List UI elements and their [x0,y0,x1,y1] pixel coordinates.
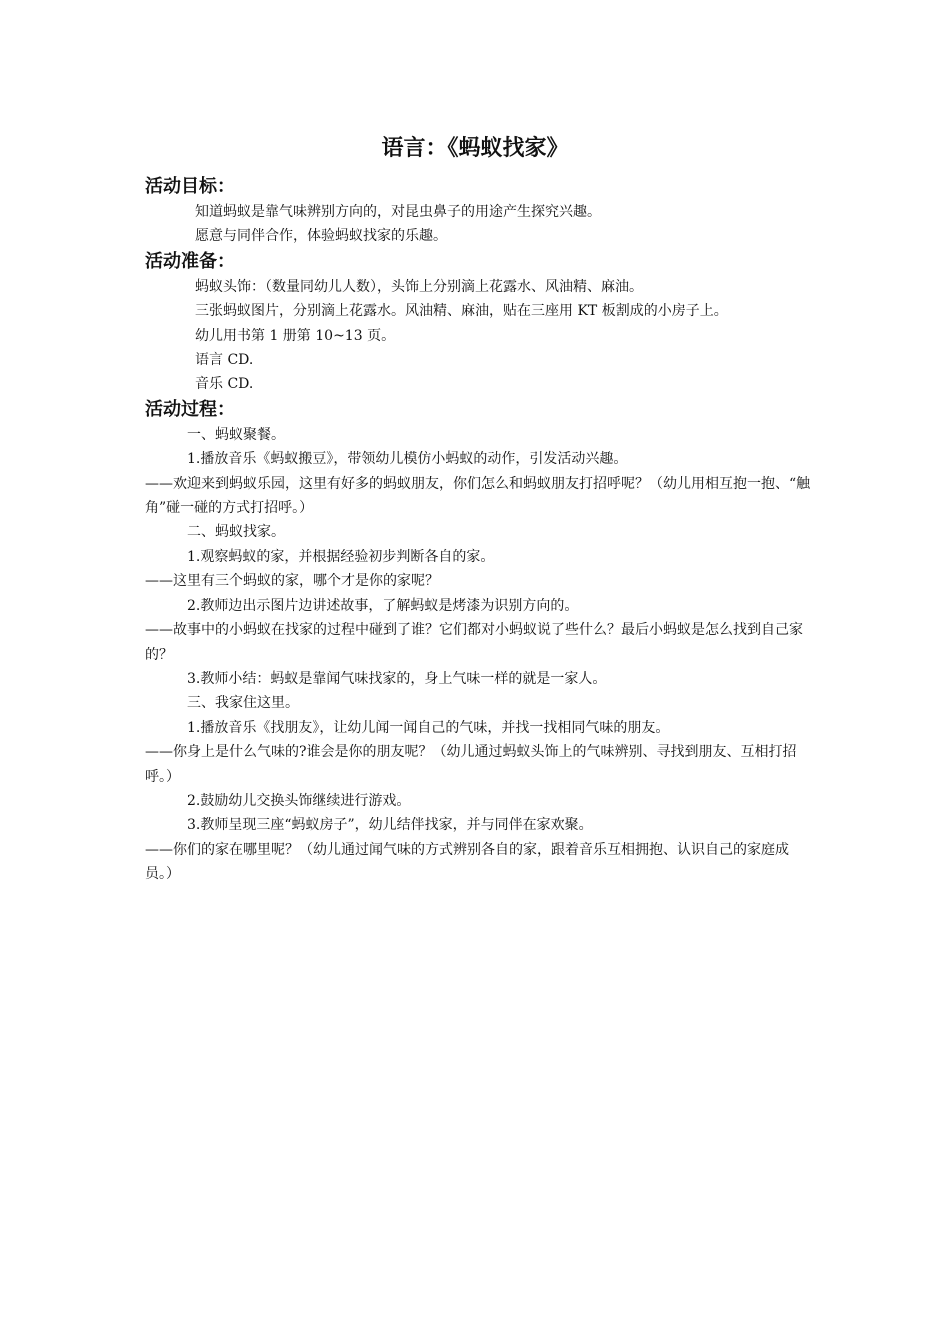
process-step: 3.教师小结：蚂蚁是靠闻气味找家的，身上气味一样的就是一家人。 [187,670,607,687]
process-step: 2.教师边出示图片边讲述故事，了解蚂蚁是烤漆为识别方向的。 [187,597,579,614]
document-body [145,174,813,887]
section-heading-preparation: 活动准备： [145,250,235,272]
process-step-heading: 一、蚂蚁聚餐。 [187,426,285,443]
process-step: 1.播放音乐《蚂蚁搬豆》，带领幼儿模仿小蚂蚁的动作，引发活动兴趣。 [187,451,628,468]
process-step: 3.教师呈现三座“蚂蚁房子”，幼儿结伴找家，并与同伴在家欢聚。 [187,817,593,834]
process-step-heading: 二、蚂蚁找家。 [187,524,285,541]
section-heading-process: 活动过程： [145,398,235,420]
process-dialogue: ——欢迎来到蚂蚁乐园，这里有好多的蚂蚁朋友，你们怎么和蚂蚁朋友打招呼呢？（幼儿用相互抱一抱、“触角”碰一碰的方式打招呼。） [145,475,811,517]
process-dialogue: ——这里有三个蚂蚁的家，哪个才是你的家呢？ [145,573,439,590]
process-step: 2.鼓励幼儿交换头饰继续进行游戏。 [187,792,411,809]
preparation-line: 幼儿用书第 1 册第 10~13 页。 [195,327,396,344]
preparation-line: 音乐 CD. [195,376,254,393]
section-heading-goals: 活动目标： [145,176,235,197]
process-dialogue: ——你们的家在哪里呢？（幼儿通过闻气味的方式辨别各自的家，跟着音乐互相拥抱、认识自己的家庭成员。） [145,841,789,883]
process-step-heading: 三、我家住这里。 [187,695,299,712]
page-title: 语言：《蚂蚁找家》 [381,136,569,161]
preparation-line: 语言 CD. [195,352,254,369]
preparation-line: 三张蚂蚁图片，分别滴上花露水。风油精、麻油，贴在三座用 KT 板割成的小房子上。 [195,303,728,320]
process-dialogue: ——故事中的小蚂蚁在找家的过程中碰到了谁？它们都对小蚂蚁说了些什么？最后小蚂蚁是怎么找到自己家的？ [145,622,803,663]
process-step: 1.观察蚂蚁的家，并根据经验初步判断各自的家。 [187,548,495,565]
goal-line: 知道蚂蚁是靠气味辨别方向的，对昆虫鼻子的用途产生探究兴趣。 [195,204,601,220]
preparation-line: 蚂蚁头饰：（数量同幼儿人数），头饰上分别滴上花露水、风油精、麻油。 [195,278,643,295]
process-step: 1.播放音乐《找朋友》，让幼儿闻一闻自己的气味，并找一找相同气味的朋友。 [187,719,670,736]
process-dialogue: ——你身上是什么气味的?谁会是你的朋友呢？（幼儿通过蚂蚁头饰上的气味辨别、寻找到朋友、互相打招呼。） [145,744,797,785]
goal-line: 愿意与同伴合作，体验蚂蚁找家的乐趣。 [195,228,447,245]
